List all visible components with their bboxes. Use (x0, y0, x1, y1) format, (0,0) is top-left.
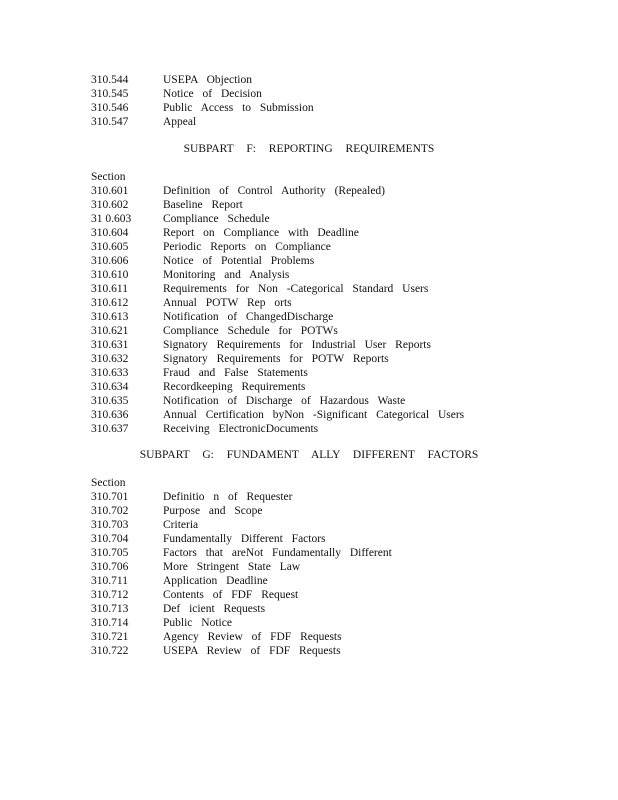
list-item (91, 546, 611, 560)
subpart-g-entries (91, 490, 611, 658)
subpart-g-heading: SUBPART G: FUNDAMENT ALLY DIFFERENT FACTORS (139, 449, 479, 461)
subpart-f-entries (91, 184, 611, 436)
list-item (91, 338, 611, 352)
section-number: 310.711 (91, 575, 128, 587)
section-title: Factors that areNot Fundamentally Different (163, 547, 392, 559)
list-item (91, 644, 611, 658)
section-title: Application Deadline (163, 575, 268, 587)
section-number: 310.702 (91, 505, 129, 517)
section-title: Compliance Schedule (163, 213, 270, 225)
section-title: Compliance Schedule for POTWs (163, 325, 338, 337)
section-title: Public Notice (163, 617, 232, 629)
section-number: 310.613 (91, 311, 129, 323)
section-number: 310.721 (91, 631, 129, 643)
section-title: Agency Review of FDF Requests (163, 631, 342, 643)
list-item (91, 324, 611, 338)
section-number: 310.631 (91, 339, 129, 351)
list-item (91, 184, 611, 198)
section-title: Receiving ElectronicDocuments (163, 423, 319, 435)
section-number: 310.621 (91, 325, 129, 337)
section-title: Appeal (163, 116, 197, 128)
section-title: Report on Compliance with Deadline (163, 227, 359, 239)
section-title: USEPA Review of FDF Requests (163, 645, 341, 657)
list-item (91, 602, 611, 616)
section-title: Notification of ChangedDischarge (163, 311, 334, 323)
list-item (91, 226, 611, 240)
section-title: Baseline Report (163, 199, 243, 211)
section-title: Notification of Discharge of Hazardous Waste (163, 395, 406, 407)
section-number: 310.610 (91, 269, 129, 281)
section-title: Definitio n of Requester (163, 491, 293, 503)
section-title: Criteria (163, 519, 199, 531)
list-item (91, 212, 611, 226)
section-number: 310.712 (91, 589, 129, 601)
section-title: Signatory Requirements for POTW Reports (163, 353, 389, 365)
subpart-g-section-label: Section (91, 477, 126, 489)
section-title: Annual Certification byNon -Significant Categorical Users (163, 409, 465, 421)
section-title: Purpose and Scope (163, 505, 263, 517)
section-title: Fundamentally Different Factors (163, 533, 326, 545)
list-item (91, 115, 611, 129)
list-item (91, 366, 611, 380)
section-number: 310.611 (91, 283, 128, 295)
section-title: Notice of Potential Problems (163, 255, 315, 267)
section-number: 310.544 (91, 74, 129, 86)
section-number: 310.633 (91, 367, 129, 379)
list-item (91, 630, 611, 644)
section-number: 310.701 (91, 491, 129, 503)
list-item (91, 380, 611, 394)
section-number: 310.713 (91, 603, 129, 615)
section-title: Public Access to Submission (163, 102, 314, 114)
subpart-f-section-label: Section (91, 171, 126, 183)
section-number: 310.703 (91, 519, 129, 531)
list-item (91, 422, 611, 436)
section-number: 310.722 (91, 645, 129, 657)
list-item (91, 408, 611, 422)
list-item (91, 240, 611, 254)
section-title: Signatory Requirements for Industrial User Reports (163, 339, 431, 351)
section-number: 310.612 (91, 297, 129, 309)
section-number: 310.601 (91, 185, 129, 197)
list-item (91, 352, 611, 366)
section-title: Def icient Requests (163, 603, 266, 615)
list-item (91, 394, 611, 408)
section-number: 31 0.603 (91, 213, 132, 225)
section-number: 310.637 (91, 423, 129, 435)
section-number: 310.632 (91, 353, 129, 365)
section-number: 310.634 (91, 381, 129, 393)
section-number: 310.636 (91, 409, 129, 421)
list-item (91, 87, 611, 101)
section-title: USEPA Objection (163, 74, 252, 86)
list-item (91, 198, 611, 212)
list-item (91, 532, 611, 546)
list-item (91, 73, 611, 87)
section-number: 310.606 (91, 255, 129, 267)
section-title: Annual POTW Rep orts (163, 297, 292, 309)
section-number: 310.545 (91, 88, 129, 100)
list-item (91, 574, 611, 588)
section-number: 310.547 (91, 116, 129, 128)
subpart-f-heading: SUBPART F: REPORTING REQUIREMENTS (183, 143, 435, 155)
section-title: More Stringent State Law (163, 561, 301, 573)
list-item (91, 490, 611, 504)
section-title: Periodic Reports on Compliance (163, 241, 331, 253)
section-title: Recordkeeping Requirements (163, 381, 306, 393)
section-number: 310.714 (91, 617, 129, 629)
list-item (91, 310, 611, 324)
section-number: 310.705 (91, 547, 129, 559)
list-item (91, 296, 611, 310)
list-item (91, 254, 611, 268)
list-item (91, 101, 611, 115)
section-title: Definition of Control Authority (Repealed) (163, 185, 386, 197)
section-number: 310.635 (91, 395, 129, 407)
section-title: Contents of FDF Request (163, 589, 299, 601)
section-title: Monitoring and Analysis (163, 269, 290, 281)
section-number: 310.706 (91, 561, 129, 573)
section-title: Requirements for Non -Categorical Standard Users (163, 283, 429, 295)
section-number: 310.604 (91, 227, 129, 239)
list-item (91, 616, 611, 630)
list-item (91, 282, 611, 296)
list-item (91, 560, 611, 574)
top-entries (91, 73, 611, 129)
section-number: 310.704 (91, 533, 129, 545)
list-item (91, 518, 611, 532)
list-item (91, 268, 611, 282)
section-title: Notice of Decision (163, 88, 262, 100)
list-item (91, 588, 611, 602)
section-number: 310.605 (91, 241, 129, 253)
section-title: Fraud and False Statements (163, 367, 308, 379)
list-item (91, 504, 611, 518)
section-number: 310.602 (91, 199, 129, 211)
section-number: 310.546 (91, 102, 129, 114)
